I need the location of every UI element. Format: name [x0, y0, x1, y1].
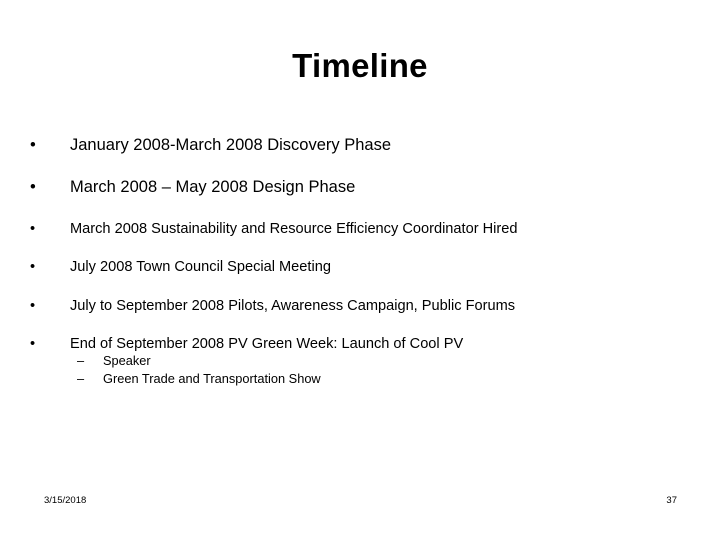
bullet-marker: • — [30, 259, 36, 275]
bullet-text: July to September 2008 Pilots, Awareness Campaign, Public Forums — [70, 298, 516, 314]
slide-title: Timeline — [292, 47, 428, 84]
bullet-text: July 2008 Town Council Special Meeting — [70, 259, 331, 275]
bullet-marker: • — [30, 336, 36, 352]
sub-item-marker: – — [77, 371, 85, 386]
bullet-marker: • — [30, 298, 36, 314]
bullet-marker: • — [30, 136, 36, 154]
sub-item-text: Green Trade and Transportation Show — [103, 371, 321, 386]
bullet-text: End of September 2008 PV Green Week: Launch of Cool PV — [70, 336, 464, 352]
bullet-text: January 2008-March 2008 Discovery Phase — [70, 136, 392, 154]
bullet-marker: • — [30, 221, 36, 237]
bullet-text: March 2008 Sustainability and Resource Efficiency Coordinator Hired — [70, 221, 518, 237]
bullet-text: March 2008 – May 2008 Design Phase — [70, 178, 356, 196]
bullet-marker: • — [30, 178, 36, 196]
footer-page-number: 37 — [666, 495, 677, 506]
sub-item-marker: – — [77, 353, 85, 368]
footer-date: 3/15/2018 — [44, 495, 87, 506]
sub-item-text: Speaker — [103, 353, 151, 368]
